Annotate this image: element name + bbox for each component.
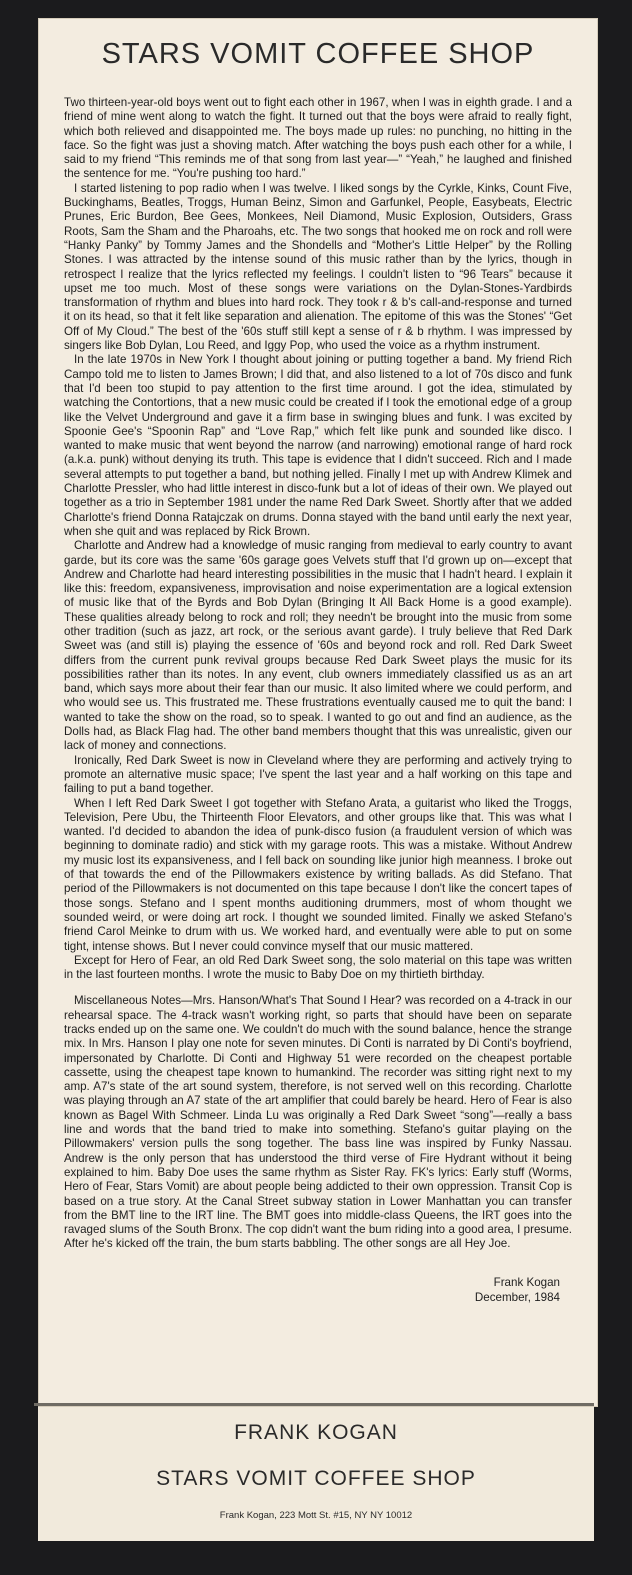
paragraph: I started listening to pop radio when I was twelve. I liked songs by the Cyrkle, Kinks, Count Five, Buckinghams, Beatles, Troggs, Human Beinz, Simon and Garfunkel, People, Easybeats, Electric Prunes, Eric Burdon, Bee Gees, Monkees, Neil Diamond, Music Explosion, Outsiders, Grass Roots, Sam the Sham and the Pharoahs, etc. The two songs that hooked me on rock and roll were “Hanky Panky” by Tommy James and the Shondells and “Mother's Little Helper” by the Rolling Stones. I was attracted by the intense sound of this music rather than by the lyrics, though in retrospect I realize that the lyrics reflected my feelings. I couldn't listen to “96 Tears” because it upset me too much. Most of these songs were variations on the Dylan-Stones-Yardbirds transformation of rhythm and blues into hard rock. They took r & b's call-and-response and turned it on its head, so that it felt like separation and alienation. The epitome of this was the Stones' “Get Off of My Cloud.” The best of the '60s stuff still kept a sense of r & b rhythm. I was impressed by singers like Bob Dylan, Lou Reed, and Iggy Pop, who used the voice as a rhythm instrument. — [64, 181, 572, 353]
paragraph: Charlotte and Andrew had a knowledge of music ranging from medieval to early country to avant garde, but its core was the same '60s garage goes Velvets stuff that I'd grown up on—except that Andrew and Charlotte had heard interesting possibilities in the music that I hadn't heard. I explain it like this: freedom, expansiveness, improvisation and noise experimentation are a logical extension of music like that of the Byrds and Bob Dylan (Bringing It All Back Home is a good example). These qualities already belong to rock and roll; they needn't be brought into the music from some other tradition (such as jazz, art rock, or the serious avant garde). I truly believe that Red Dark Sweet was (and still is) playing the essence of '60s and beyond rock and roll. Red Dark Sweet differs from the current punk revival groups because Red Dark Sweet plays the music for its possibilities rather than its notes. In any event, club owners immediately classified us as an art band, which says more about their fear than our music. It also limited where we could perform, and who would see us. This frustrated me. These frustrations eventually caused me to quit the band: I wanted to take the show on the road, so to speak. I wanted to go out and find an audience, as the Dolls had, as Black Flag had. The other band members thought that this was unrealistic, given our lack of money and connections. — [64, 539, 572, 753]
page-title: STARS VOMIT COFFEE SHOP — [101, 38, 535, 70]
fold-divider — [34, 1403, 594, 1406]
paragraph: Ironically, Red Dark Sweet is now in Cleveland where they are performing and actively trying to promote an alternative music space; I've spent the last year and a half working on this tape and failing to put a band together. — [64, 753, 572, 796]
signature-name: Frank Kogan — [493, 1276, 560, 1289]
paragraph: When I left Red Dark Sweet I got together with Stefano Arata, a guitarist who liked the Troggs, Television, Pere Ubu, the Thirteenth Floor Elevators, and other groups like that. This was what I wanted. I'd decided to abandon the idea of punk-disco fusion (a fraudulent version of which was beginning to dominate radio) and stick with my garage roots. This was a mistake. Without Andrew my music lost its expansiveness, and I fell back on sounding like junior high meanness. I broke out of that towards the end of the Pillowmakers existence by writing ballads. As did Stefano. That period of the Pillowmakers is not documented on this tape because I don't like the concert tapes of those songs. Stefano and I spent months auditioning drummers, most of whom thought we sounded weird, or were doing art rock. I thought we sounded limited. Finally we asked Stefano's friend Carol Meinke to drum with us. We worked hard, and eventually were able to put on some tight, intense shows. But I never could convince myself that our music mattered. — [64, 796, 572, 953]
album-title: STARS VOMIT COFFEE SHOP — [156, 1467, 476, 1490]
contact-address: Frank Kogan, 223 Mott St. #15, NY NY 10012 — [219, 1510, 413, 1521]
liner-notes-sheet — [38, 18, 598, 1407]
spine-panel — [38, 1407, 594, 1541]
paragraph: Two thirteen-year-old boys went out to fight each other in 1967, when I was in eighth grade. I and a friend of mine went along to watch the fight. It turned out that the boys were afraid to really fight, which both relieved and disappointed me. The boys made up rules: no punching, no hitting in the face. So the fight was just a shoving match. After watching the boys push each other for a while, I said to my friend “This reminds me of that song from last year—” “Yeah,” he laughed and finished the sentence for me. “You're pushing too hard.” — [64, 96, 572, 181]
paragraph: Except for Hero of Fear, an old Red Dark Sweet song, the solo material on this tape was written in the last fourteen months. I wrote the music to Baby Doe on my thirtieth birthday. — [64, 953, 572, 982]
signature-block — [38, 1276, 560, 1305]
signature-date: December, 1984 — [474, 1290, 560, 1304]
paragraph: In the late 1970s in New York I thought about joining or putting together a band. My friend Rich Campo told me to listen to James Brown; I did that, and also listened to a lot of 70s disco and funk that I'd been too stupid to pay attention to the first time around. I got the idea, stimulated by watching the Contortions, that a new music could be created if I took the emotional edge of a group like the Velvet Underground and gave it a firm base in swinging blues and funk. I was excited by Spoonie Gee's “Spoonin Rap” and “Love Rap,” which felt like punk and sounded like disco. I wanted to make music that went beyond the narrow (and narrowing) emotional range of hard rock (a.k.a. punk) without denying its truth. This tape is evidence that I didn't succeed. Rich and I made several attempts to put together a band, but nothing jelled. Finally I met up with Andrew Klimek and Charlotte Pressler, who had little interest in disco-funk but a lot of ideas of their own. We played out together as a trio in September 1981 under the name Red Dark Sweet. Shortly after that we added Charlotte's friend Donna Ratajczak on drums. Donna stayed with the band until early the next year, when she quit and was replaced by Rick Brown. — [64, 353, 572, 538]
essay-body — [64, 96, 572, 1252]
artist-name: FRANK KOGAN — [234, 1421, 398, 1444]
paragraph-notes: Miscellaneous Notes—Mrs. Hanson/What's That Sound I Hear? was recorded on a 4-track in our rehearsal space. The 4-track wasn't working right, so parts that should have been on separate tracks ended up on the same one. We couldn't do much with the sound balance, hence the strange mix. In Mrs. Hanson I play one note for seven minutes. Di Conti is narrated by Di Conti's boyfriend, impersonated by Charlotte. Di Conti and Highway 51 were recorded on the cheapest portable cassette, using the cheapest tape known to humankind. The recorder was sitting right next to my amp. A7's state of the art sound system, therefore, is not served well on this recording. Charlotte was playing through an A7 state of the art amplifier that could barely be heard. Hero of Fear is also known as Bagel With Schmeer. Linda Lu was originally a Red Dark Sweet “song”—really a bass line and words that the band tried to make into something. Stefano's guitar playing on the Pillowmakers' version pulls the song together. The bass line was inspired by Funky Nassau. Andrew is the only person that has understood the third verse of Fire Hydrant without it being explained to him. Baby Doe uses the same rhythm as Sister Ray. FK's lyrics: Early stuff (Worms, Hero of Fear, Stars Vomit) are about people being addicted to their own oppression. Transit Cop is based on a true story. At the Canal Street subway station in Lower Manhattan you can transfer from the BMT line to the IRT line. The BMT goes into middle-class Queens, the IRT goes into the ravaged slums of the South Bronx. The cop didn't want the bum riding into a good area, I presume. After he's kicked off the train, the bum starts babbling. The other songs are all Hey Joe. — [64, 994, 572, 1251]
